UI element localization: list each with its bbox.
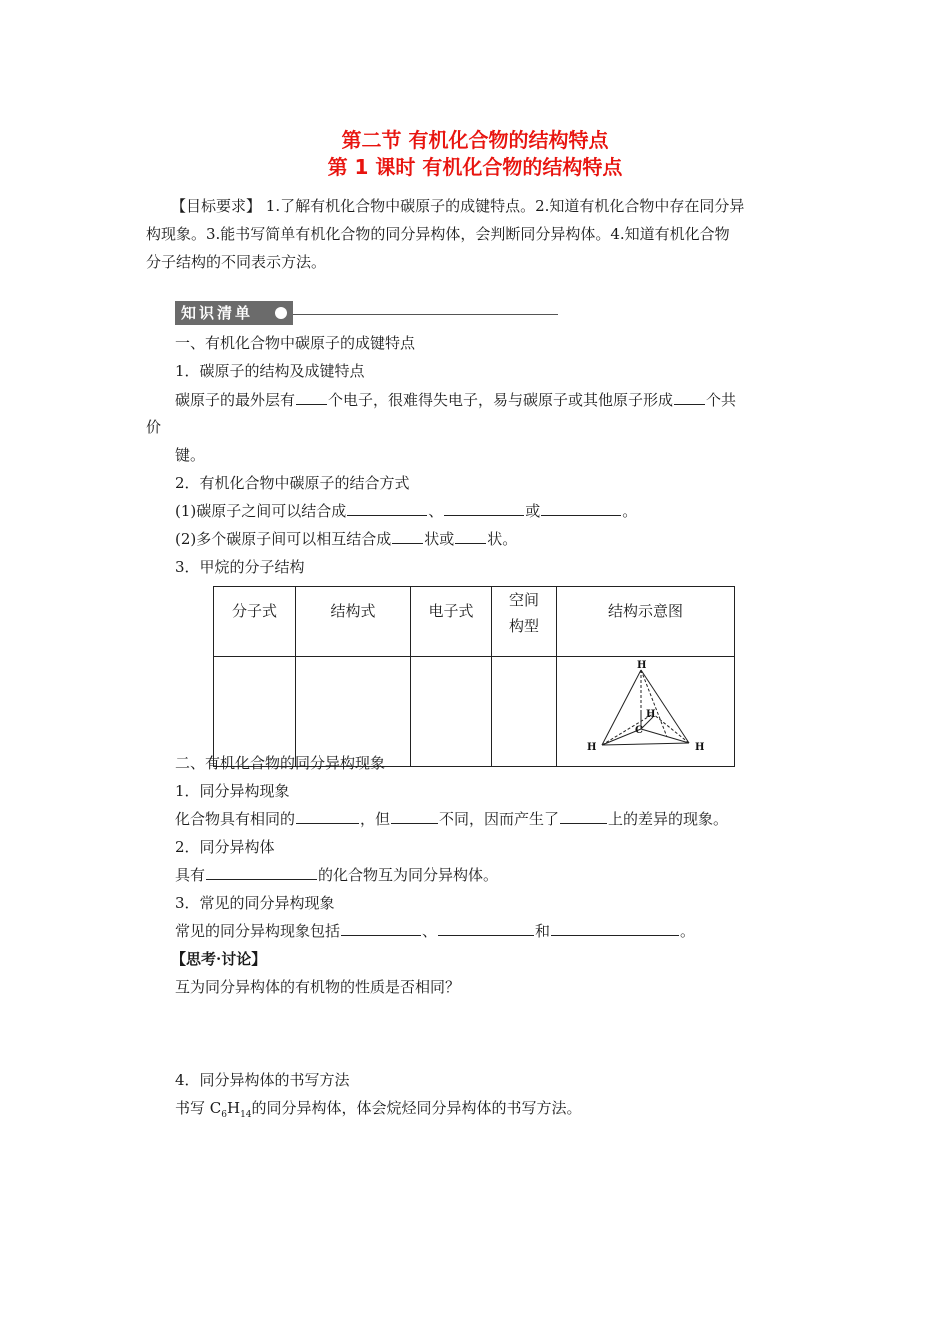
p2-item3-a: 常见的同分异构现象包括 bbox=[175, 922, 341, 940]
part2-item3-text bbox=[175, 917, 695, 945]
chapter-title: 第二节 有机化合物的结构特点 bbox=[341, 128, 609, 152]
objectives-line-1 bbox=[171, 192, 744, 220]
p2-item3-b: 、 bbox=[422, 922, 438, 940]
p2-item1-a: 化合物具有相同的 bbox=[175, 810, 296, 828]
methane-tetrahedron-diagram bbox=[557, 657, 734, 766]
item2-line1-b: 、 bbox=[428, 502, 444, 520]
fill-blank[interactable] bbox=[341, 921, 421, 936]
discussion-question: 互为同分异构体的有机物的性质是否相同？ bbox=[175, 978, 461, 996]
part1-item1-end: 键。 bbox=[175, 446, 206, 464]
atom-h-left: H bbox=[587, 742, 597, 753]
bullet-dot-icon bbox=[275, 307, 287, 319]
item2-line1-d: 。 bbox=[622, 502, 638, 520]
fill-blank[interactable] bbox=[455, 529, 486, 544]
item1-text-c: 个共 bbox=[706, 391, 737, 409]
p2-item4-c: 的同分异构体，体会烷烃同分异构体的书写方法。 bbox=[251, 1099, 582, 1117]
header-structural-formula: 结构式 bbox=[296, 587, 411, 657]
part2-item2-text bbox=[175, 861, 498, 889]
section-label: 知识清单 bbox=[181, 304, 254, 322]
p2-item2-a: 具有 bbox=[175, 866, 206, 884]
fill-blank[interactable] bbox=[206, 865, 317, 880]
methane-structure-table bbox=[213, 586, 735, 767]
fill-blank[interactable] bbox=[392, 529, 423, 544]
item2-line2-a: (2)多个碳原子间可以相互结合成 bbox=[175, 530, 392, 548]
p2-item1-b: ，但 bbox=[360, 810, 391, 828]
item1-text-a: 碳原子的最外层有 bbox=[175, 391, 296, 409]
section-rule bbox=[293, 314, 558, 315]
p2-item2-b: 的化合物互为同分异构体。 bbox=[318, 866, 499, 884]
p2-item3-d: 。 bbox=[680, 922, 696, 940]
item1-text-b: 个电子，很难得失电子，易与碳原子或其他原子形成 bbox=[328, 391, 674, 409]
part1-item2-title: 2．有机化合物中碳原子的结合方式 bbox=[175, 474, 410, 492]
p2-item1-c: 不同，因而产生了 bbox=[439, 810, 560, 828]
fill-blank[interactable] bbox=[296, 390, 327, 405]
part1-item1-wrap: 价 bbox=[146, 418, 162, 436]
fill-blank[interactable] bbox=[296, 809, 359, 824]
p2-item1-d: 上的差异的现象。 bbox=[608, 810, 729, 828]
part1-item1-title: 1．碳原子的结构及成键特点 bbox=[175, 362, 365, 380]
part1-item2-line2 bbox=[175, 525, 517, 553]
lesson-title: 第 1 课时 有机化合物的结构特点 bbox=[327, 155, 623, 179]
item2-line2-b: 状或 bbox=[424, 530, 455, 548]
discussion-tag: 【思考·讨论】 bbox=[171, 950, 267, 968]
table-header-row bbox=[214, 587, 735, 657]
p2-item4-b: H bbox=[226, 1099, 241, 1117]
fill-blank[interactable] bbox=[438, 921, 534, 936]
edge-line bbox=[653, 714, 689, 743]
cell-spatial-config[interactable] bbox=[492, 657, 557, 767]
part2-item4-title: 4．同分异构体的书写方法 bbox=[175, 1071, 350, 1089]
part2-item4-text bbox=[175, 1094, 582, 1129]
fill-blank[interactable] bbox=[551, 921, 679, 936]
p2-item4-a: 书写 C bbox=[175, 1099, 222, 1117]
header-spatial-2: 构型 bbox=[508, 617, 539, 635]
cell-diagram bbox=[557, 657, 735, 767]
objectives-line-3: 分子结构的不同表示方法。 bbox=[146, 253, 327, 271]
fill-blank[interactable] bbox=[674, 390, 705, 405]
atom-h-inner: H bbox=[646, 709, 656, 720]
part1-heading: 一、有机化合物中碳原子的成键特点 bbox=[175, 334, 416, 352]
header-electron-formula: 电子式 bbox=[411, 587, 492, 657]
part1-item2-line1 bbox=[175, 497, 637, 525]
fill-blank[interactable] bbox=[347, 501, 427, 516]
objectives-text-1: 1.了解有机化合物中碳原子的成键特点。2.知道有机化合物中存在同分异 bbox=[261, 197, 745, 215]
fill-blank[interactable] bbox=[444, 501, 524, 516]
section-tag bbox=[175, 301, 293, 325]
atom-c-center: C bbox=[635, 725, 643, 736]
item2-line2-c: 状。 bbox=[487, 530, 518, 548]
fill-blank[interactable] bbox=[541, 501, 621, 516]
objectives-line-2: 构现象。3.能书写简单有机化合物的同分异构体，会判断同分异构体。4.知道有机化合物 bbox=[146, 225, 730, 243]
fill-blank[interactable] bbox=[391, 809, 438, 824]
item2-line1-a: (1)碳原子之间可以结合成 bbox=[175, 502, 347, 520]
objectives-tag: 【目标要求】 bbox=[171, 197, 262, 215]
part1-item3-title: 3．甲烷的分子结构 bbox=[175, 558, 305, 576]
header-spatial-1: 空间 bbox=[508, 591, 539, 609]
part2-item2-title: 2．同分异构体 bbox=[175, 838, 275, 856]
header-spatial-config bbox=[492, 587, 557, 657]
cell-electron-formula[interactable] bbox=[411, 657, 492, 767]
item2-line1-c: 或 bbox=[525, 502, 541, 520]
p2-item4-sub1: 6 bbox=[221, 1110, 227, 1120]
header-diagram: 结构示意图 bbox=[557, 587, 735, 657]
part2-heading: 二、有机化合物的同分异构现象 bbox=[175, 754, 386, 772]
p2-item3-c: 和 bbox=[535, 922, 551, 940]
part2-item1-title: 1．同分异构现象 bbox=[175, 782, 290, 800]
p2-item4-sub2: 14 bbox=[240, 1110, 252, 1120]
part2-item3-title: 3．常见的同分异构现象 bbox=[175, 894, 335, 912]
edge-line bbox=[602, 743, 689, 745]
atom-h-right: H bbox=[695, 742, 705, 753]
part2-item1-text bbox=[175, 805, 728, 833]
header-molecular-formula: 分子式 bbox=[214, 587, 296, 657]
fill-blank[interactable] bbox=[560, 809, 607, 824]
atom-h-top: H bbox=[637, 660, 647, 671]
part1-item1-text bbox=[175, 386, 736, 414]
